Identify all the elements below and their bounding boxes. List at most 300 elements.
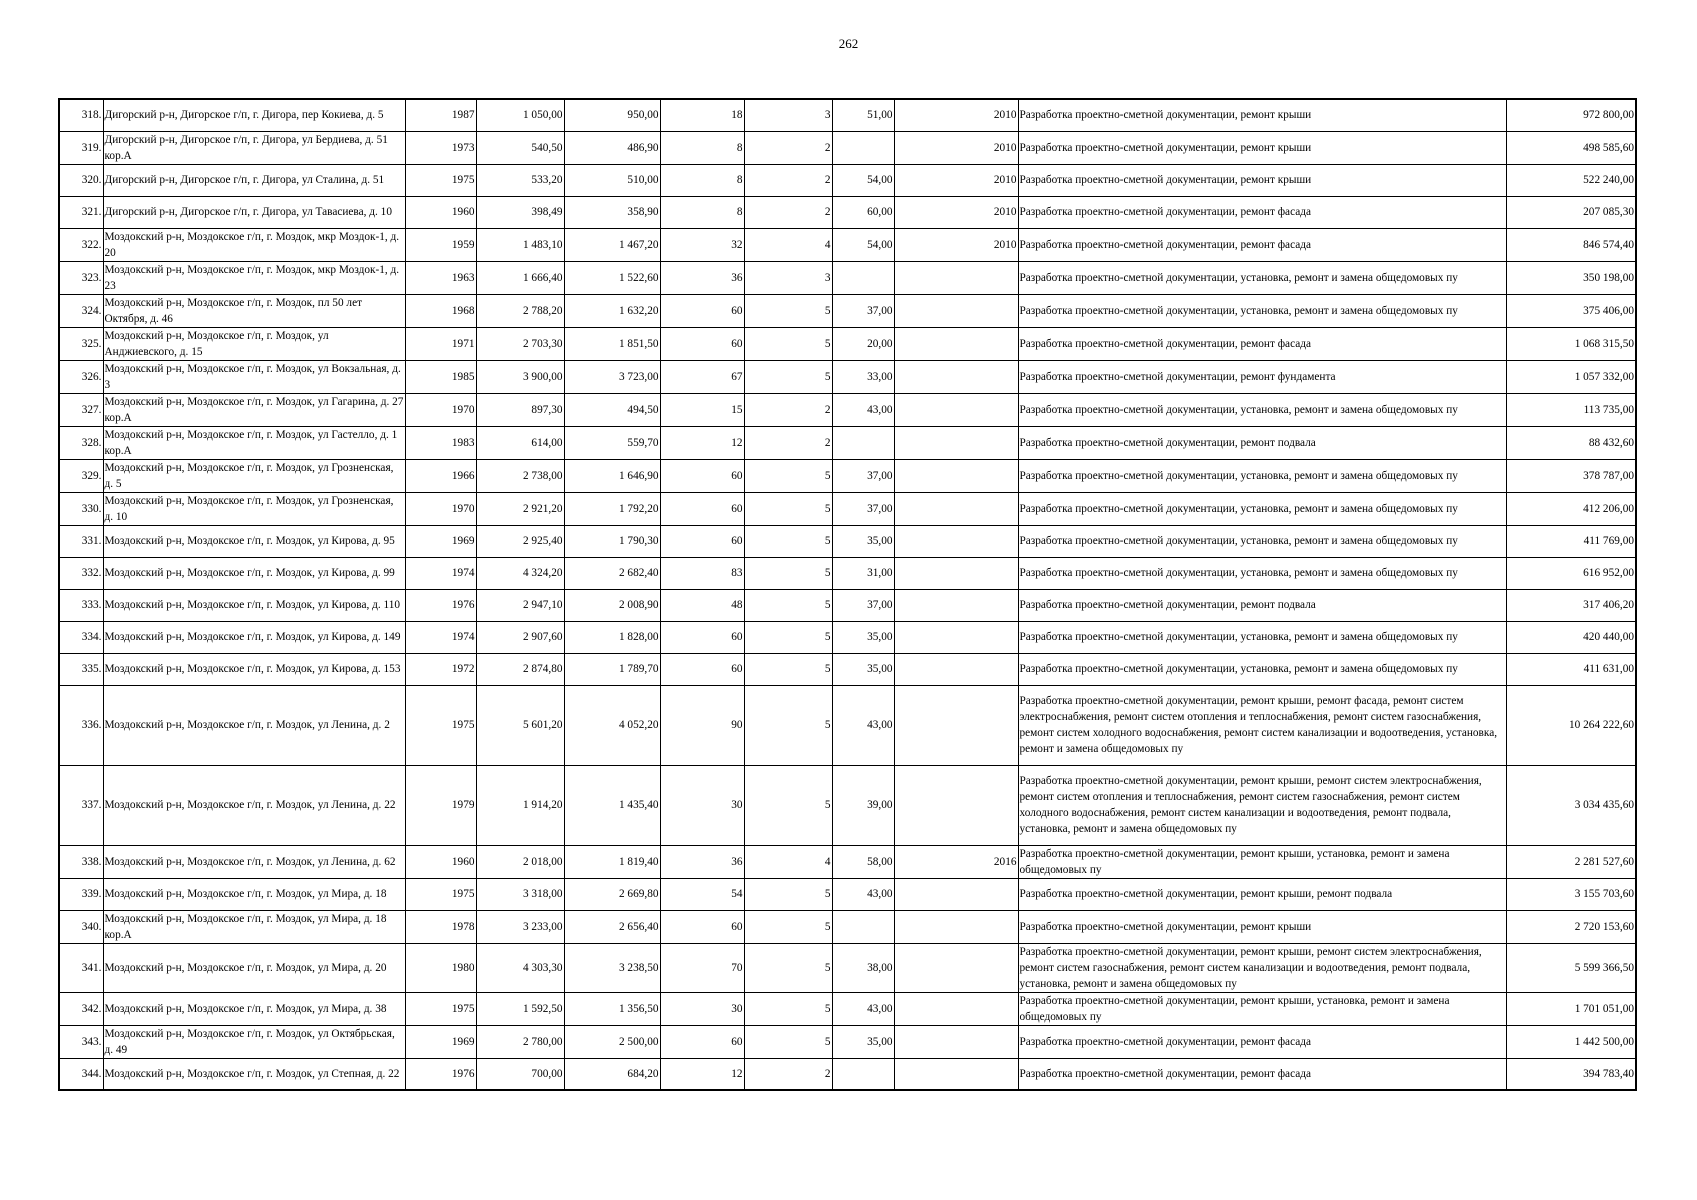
works-cell: Разработка проектно-сметной документации, ремонт фасада xyxy=(1018,1058,1506,1090)
cost-cell: 498 585,60 xyxy=(1506,131,1636,164)
residents-cell: 60 xyxy=(660,525,744,557)
works-cell: Разработка проектно-сметной документации, установка, ремонт и замена общедомовых пу xyxy=(1018,621,1506,653)
year-built-cell: 1975 xyxy=(405,878,476,910)
works-cell: Разработка проектно-сметной документации, ремонт фасада xyxy=(1018,228,1506,261)
floors-cell: 5 xyxy=(744,943,832,992)
wear-percent-cell: 35,00 xyxy=(832,621,894,653)
cost-cell: 2 281 527,60 xyxy=(1506,845,1636,878)
living-area-cell: 684,20 xyxy=(564,1058,660,1090)
residents-cell: 60 xyxy=(660,1025,744,1058)
wear-percent-cell: 35,00 xyxy=(832,653,894,685)
cost-cell: 412 206,00 xyxy=(1506,492,1636,525)
wear-percent-cell: 43,00 xyxy=(832,393,894,426)
table-row xyxy=(59,557,1636,589)
address-cell: Моздокский р-н, Моздокское г/п, г. Моздок, ул Кирова, д. 95 xyxy=(103,525,405,557)
address-cell: Дигорский р-н, Дигорское г/п, г. Дигора, пер Кокиева, д. 5 xyxy=(103,99,405,131)
table-row xyxy=(59,992,1636,1025)
table-row xyxy=(59,327,1636,360)
total-area-cell: 4 303,30 xyxy=(476,943,564,992)
year-built-cell: 1968 xyxy=(405,294,476,327)
wear-percent-cell: 43,00 xyxy=(832,685,894,765)
last-repair-year-cell xyxy=(894,360,1018,393)
address-cell: Моздокский р-н, Моздокское г/п, г. Моздок, пл 50 лет Октября, д. 46 xyxy=(103,294,405,327)
wear-percent-cell: 37,00 xyxy=(832,459,894,492)
wear-percent-cell xyxy=(832,131,894,164)
living-area-cell: 4 052,20 xyxy=(564,685,660,765)
floors-cell: 5 xyxy=(744,360,832,393)
table-row xyxy=(59,492,1636,525)
wear-percent-cell: 38,00 xyxy=(832,943,894,992)
last-repair-year-cell xyxy=(894,393,1018,426)
table-row xyxy=(59,360,1636,393)
year-built-cell: 1969 xyxy=(405,1025,476,1058)
address-cell: Моздокский р-н, Моздокское г/п, г. Моздок, ул Октябрьская, д. 49 xyxy=(103,1025,405,1058)
residents-cell: 30 xyxy=(660,992,744,1025)
total-area-cell: 5 601,20 xyxy=(476,685,564,765)
works-cell: Разработка проектно-сметной документации, установка, ремонт и замена общедомовых пу xyxy=(1018,525,1506,557)
row-number-cell: 324. xyxy=(59,294,103,327)
works-cell: Разработка проектно-сметной документации, ремонт крыши xyxy=(1018,910,1506,943)
row-number-cell: 330. xyxy=(59,492,103,525)
address-cell: Моздокский р-н, Моздокское г/п, г. Моздок, ул Кирова, д. 110 xyxy=(103,589,405,621)
last-repair-year-cell xyxy=(894,765,1018,845)
living-area-cell: 1 851,50 xyxy=(564,327,660,360)
last-repair-year-cell xyxy=(894,525,1018,557)
floors-cell: 5 xyxy=(744,992,832,1025)
row-number-cell: 327. xyxy=(59,393,103,426)
table-row xyxy=(59,261,1636,294)
row-number-cell: 344. xyxy=(59,1058,103,1090)
row-number-cell: 326. xyxy=(59,360,103,393)
living-area-cell: 510,00 xyxy=(564,164,660,196)
living-area-cell: 494,50 xyxy=(564,393,660,426)
address-cell: Моздокский р-н, Моздокское г/п, г. Моздок, ул Кирова, д. 99 xyxy=(103,557,405,589)
wear-percent-cell: 35,00 xyxy=(832,1025,894,1058)
residents-cell: 70 xyxy=(660,943,744,992)
table-row xyxy=(59,621,1636,653)
cost-cell: 1 701 051,00 xyxy=(1506,992,1636,1025)
address-cell: Дигорский р-н, Дигорское г/п, г. Дигора, ул Тавасиева, д. 10 xyxy=(103,196,405,228)
living-area-cell: 3 723,00 xyxy=(564,360,660,393)
address-cell: Моздокский р-н, Моздокское г/п, г. Моздок, ул Гагарина, д. 27 кор.А xyxy=(103,393,405,426)
cost-cell: 411 769,00 xyxy=(1506,525,1636,557)
address-cell: Моздокский р-н, Моздокское г/п, г. Моздок, ул Ленина, д. 22 xyxy=(103,765,405,845)
works-cell: Разработка проектно-сметной документации, ремонт крыши xyxy=(1018,99,1506,131)
row-number-cell: 333. xyxy=(59,589,103,621)
row-number-cell: 322. xyxy=(59,228,103,261)
year-built-cell: 1975 xyxy=(405,164,476,196)
total-area-cell: 4 324,20 xyxy=(476,557,564,589)
wear-percent-cell xyxy=(832,910,894,943)
year-built-cell: 1973 xyxy=(405,131,476,164)
address-cell: Моздокский р-н, Моздокское г/п, г. Моздок, ул Грозненская, д. 10 xyxy=(103,492,405,525)
works-cell: Разработка проектно-сметной документации, ремонт крыши, ремонт подвала xyxy=(1018,878,1506,910)
living-area-cell: 2 008,90 xyxy=(564,589,660,621)
last-repair-year-cell xyxy=(894,992,1018,1025)
cost-cell: 3 034 435,60 xyxy=(1506,765,1636,845)
residents-cell: 8 xyxy=(660,164,744,196)
wear-percent-cell: 54,00 xyxy=(832,228,894,261)
last-repair-year-cell xyxy=(894,557,1018,589)
row-number-cell: 331. xyxy=(59,525,103,557)
works-cell: Разработка проектно-сметной документации, ремонт крыши, ремонт фасада, ремонт систем электроснабжения, ремонт систем отопления и теплоснабжения, ремонт систем газоснабжения, ремонт систем холодного водоснабжения, ремонт систем канализации и водоотведения, установка, ремонт и замена общедомовых пу xyxy=(1018,685,1506,765)
address-cell: Моздокский р-н, Моздокское г/п, г. Моздок, мкр Моздок-1, д. 20 xyxy=(103,228,405,261)
address-cell: Моздокский р-н, Моздокское г/п, г. Моздок, ул Кирова, д. 153 xyxy=(103,653,405,685)
floors-cell: 4 xyxy=(744,228,832,261)
cost-cell: 1 442 500,00 xyxy=(1506,1025,1636,1058)
living-area-cell: 2 682,40 xyxy=(564,557,660,589)
cost-cell: 378 787,00 xyxy=(1506,459,1636,492)
year-built-cell: 1970 xyxy=(405,393,476,426)
address-cell: Моздокский р-н, Моздокское г/п, г. Моздок, ул Вокзальная, д. 3 xyxy=(103,360,405,393)
cost-cell: 616 952,00 xyxy=(1506,557,1636,589)
floors-cell: 5 xyxy=(744,878,832,910)
table-row xyxy=(59,845,1636,878)
cost-cell: 394 783,40 xyxy=(1506,1058,1636,1090)
address-cell: Моздокский р-н, Моздокское г/п, г. Моздок, ул Гастелло, д. 1 кор.А xyxy=(103,426,405,459)
total-area-cell: 2 788,20 xyxy=(476,294,564,327)
last-repair-year-cell xyxy=(894,621,1018,653)
row-number-cell: 343. xyxy=(59,1025,103,1058)
works-cell: Разработка проектно-сметной документации, установка, ремонт и замена общедомовых пу xyxy=(1018,459,1506,492)
cost-cell: 350 198,00 xyxy=(1506,261,1636,294)
year-built-cell: 1979 xyxy=(405,765,476,845)
wear-percent-cell: 33,00 xyxy=(832,360,894,393)
housing-register-table xyxy=(58,98,1637,1091)
living-area-cell: 358,90 xyxy=(564,196,660,228)
last-repair-year-cell xyxy=(894,878,1018,910)
total-area-cell: 3 318,00 xyxy=(476,878,564,910)
wear-percent-cell: 35,00 xyxy=(832,525,894,557)
total-area-cell: 2 018,00 xyxy=(476,845,564,878)
floors-cell: 5 xyxy=(744,910,832,943)
row-number-cell: 337. xyxy=(59,765,103,845)
row-number-cell: 328. xyxy=(59,426,103,459)
wear-percent-cell xyxy=(832,426,894,459)
total-area-cell: 540,50 xyxy=(476,131,564,164)
table-row xyxy=(59,685,1636,765)
table-row xyxy=(59,765,1636,845)
row-number-cell: 321. xyxy=(59,196,103,228)
year-built-cell: 1975 xyxy=(405,992,476,1025)
year-built-cell: 1960 xyxy=(405,196,476,228)
row-number-cell: 342. xyxy=(59,992,103,1025)
floors-cell: 5 xyxy=(744,653,832,685)
floors-cell: 2 xyxy=(744,131,832,164)
floors-cell: 5 xyxy=(744,327,832,360)
cost-cell: 846 574,40 xyxy=(1506,228,1636,261)
living-area-cell: 559,70 xyxy=(564,426,660,459)
residents-cell: 8 xyxy=(660,196,744,228)
cost-cell: 972 800,00 xyxy=(1506,99,1636,131)
works-cell: Разработка проектно-сметной документации, ремонт крыши xyxy=(1018,131,1506,164)
residents-cell: 67 xyxy=(660,360,744,393)
floors-cell: 2 xyxy=(744,196,832,228)
works-cell: Разработка проектно-сметной документации, ремонт крыши, установка, ремонт и замена общедомовых пу xyxy=(1018,845,1506,878)
living-area-cell: 1 792,20 xyxy=(564,492,660,525)
last-repair-year-cell xyxy=(894,492,1018,525)
year-built-cell: 1959 xyxy=(405,228,476,261)
living-area-cell: 486,90 xyxy=(564,131,660,164)
residents-cell: 60 xyxy=(660,492,744,525)
works-cell: Разработка проектно-сметной документации, ремонт фундамента xyxy=(1018,360,1506,393)
total-area-cell: 2 780,00 xyxy=(476,1025,564,1058)
year-built-cell: 1966 xyxy=(405,459,476,492)
address-cell: Моздокский р-н, Моздокское г/п, г. Моздок, ул Мира, д. 38 xyxy=(103,992,405,1025)
residents-cell: 83 xyxy=(660,557,744,589)
table-row xyxy=(59,653,1636,685)
works-cell: Разработка проектно-сметной документации, установка, ремонт и замена общедомовых пу xyxy=(1018,294,1506,327)
residents-cell: 15 xyxy=(660,393,744,426)
total-area-cell: 3 900,00 xyxy=(476,360,564,393)
floors-cell: 5 xyxy=(744,685,832,765)
living-area-cell: 2 656,40 xyxy=(564,910,660,943)
year-built-cell: 1963 xyxy=(405,261,476,294)
year-built-cell: 1980 xyxy=(405,943,476,992)
last-repair-year-cell xyxy=(894,459,1018,492)
table-row xyxy=(59,525,1636,557)
wear-percent-cell: 43,00 xyxy=(832,992,894,1025)
total-area-cell: 2 925,40 xyxy=(476,525,564,557)
last-repair-year-cell xyxy=(894,261,1018,294)
total-area-cell: 533,20 xyxy=(476,164,564,196)
row-number-cell: 319. xyxy=(59,131,103,164)
total-area-cell: 2 874,80 xyxy=(476,653,564,685)
living-area-cell: 2 669,80 xyxy=(564,878,660,910)
row-number-cell: 340. xyxy=(59,910,103,943)
floors-cell: 5 xyxy=(744,459,832,492)
total-area-cell: 1 592,50 xyxy=(476,992,564,1025)
table-row xyxy=(59,228,1636,261)
row-number-cell: 325. xyxy=(59,327,103,360)
residents-cell: 48 xyxy=(660,589,744,621)
cost-cell: 420 440,00 xyxy=(1506,621,1636,653)
works-cell: Разработка проектно-сметной документации, ремонт крыши, ремонт систем электроснабжения, ремонт систем отопления и теплоснабжения, ремонт систем газоснабжения, ремонт систем холодного водоснабжения, ремонт систем канализации и водоотведения, ремонт подвала, установка, ремонт и замена общедомовых пу xyxy=(1018,765,1506,845)
residents-cell: 60 xyxy=(660,910,744,943)
last-repair-year-cell xyxy=(894,589,1018,621)
residents-cell: 30 xyxy=(660,765,744,845)
last-repair-year-cell xyxy=(894,1025,1018,1058)
table-row xyxy=(59,99,1636,131)
table-row xyxy=(59,943,1636,992)
living-area-cell: 1 828,00 xyxy=(564,621,660,653)
wear-percent-cell: 60,00 xyxy=(832,196,894,228)
cost-cell: 113 735,00 xyxy=(1506,393,1636,426)
floors-cell: 3 xyxy=(744,261,832,294)
cost-cell: 88 432,60 xyxy=(1506,426,1636,459)
floors-cell: 2 xyxy=(744,426,832,459)
cost-cell: 411 631,00 xyxy=(1506,653,1636,685)
last-repair-year-cell xyxy=(894,327,1018,360)
last-repair-year-cell: 2010 xyxy=(894,99,1018,131)
residents-cell: 36 xyxy=(660,845,744,878)
cost-cell: 207 085,30 xyxy=(1506,196,1636,228)
table-row xyxy=(59,131,1636,164)
table-row xyxy=(59,426,1636,459)
total-area-cell: 398,49 xyxy=(476,196,564,228)
last-repair-year-cell: 2010 xyxy=(894,228,1018,261)
year-built-cell: 1970 xyxy=(405,492,476,525)
row-number-cell: 332. xyxy=(59,557,103,589)
last-repair-year-cell: 2010 xyxy=(894,196,1018,228)
last-repair-year-cell: 2010 xyxy=(894,131,1018,164)
living-area-cell: 950,00 xyxy=(564,99,660,131)
works-cell: Разработка проектно-сметной документации, установка, ремонт и замена общедомовых пу xyxy=(1018,653,1506,685)
row-number-cell: 323. xyxy=(59,261,103,294)
residents-cell: 60 xyxy=(660,621,744,653)
address-cell: Моздокский р-н, Моздокское г/п, г. Моздок, ул Мира, д. 20 xyxy=(103,943,405,992)
last-repair-year-cell xyxy=(894,426,1018,459)
row-number-cell: 329. xyxy=(59,459,103,492)
cost-cell: 1 057 332,00 xyxy=(1506,360,1636,393)
floors-cell: 2 xyxy=(744,393,832,426)
total-area-cell: 1 914,20 xyxy=(476,765,564,845)
row-number-cell: 339. xyxy=(59,878,103,910)
floors-cell: 2 xyxy=(744,1058,832,1090)
table-row xyxy=(59,1058,1636,1090)
year-built-cell: 1971 xyxy=(405,327,476,360)
works-cell: Разработка проектно-сметной документации, установка, ремонт и замена общедомовых пу xyxy=(1018,261,1506,294)
year-built-cell: 1960 xyxy=(405,845,476,878)
row-number-cell: 318. xyxy=(59,99,103,131)
wear-percent-cell: 31,00 xyxy=(832,557,894,589)
living-area-cell: 1 356,50 xyxy=(564,992,660,1025)
cost-cell: 2 720 153,60 xyxy=(1506,910,1636,943)
address-cell: Моздокский р-н, Моздокское г/п, г. Моздок, ул Мира, д. 18 кор.А xyxy=(103,910,405,943)
floors-cell: 2 xyxy=(744,164,832,196)
cost-cell: 522 240,00 xyxy=(1506,164,1636,196)
floors-cell: 5 xyxy=(744,525,832,557)
last-repair-year-cell: 2010 xyxy=(894,164,1018,196)
works-cell: Разработка проектно-сметной документации, ремонт фасада xyxy=(1018,327,1506,360)
residents-cell: 36 xyxy=(660,261,744,294)
works-cell: Разработка проектно-сметной документации, установка, ремонт и замена общедомовых пу xyxy=(1018,557,1506,589)
residents-cell: 32 xyxy=(660,228,744,261)
works-cell: Разработка проектно-сметной документации, установка, ремонт и замена общедомовых пу xyxy=(1018,492,1506,525)
floors-cell: 4 xyxy=(744,845,832,878)
address-cell: Моздокский р-н, Моздокское г/п, г. Моздок, ул Степная, д. 22 xyxy=(103,1058,405,1090)
residents-cell: 54 xyxy=(660,878,744,910)
wear-percent-cell: 43,00 xyxy=(832,878,894,910)
table-row xyxy=(59,393,1636,426)
wear-percent-cell: 37,00 xyxy=(832,294,894,327)
address-cell: Дигорский р-н, Дигорское г/п, г. Дигора, ул Бердиева, д. 51 кор.А xyxy=(103,131,405,164)
cost-cell: 375 406,00 xyxy=(1506,294,1636,327)
living-area-cell: 1 522,60 xyxy=(564,261,660,294)
works-cell: Разработка проектно-сметной документации, установка, ремонт и замена общедомовых пу xyxy=(1018,393,1506,426)
living-area-cell: 1 435,40 xyxy=(564,765,660,845)
year-built-cell: 1976 xyxy=(405,589,476,621)
works-cell: Разработка проектно-сметной документации, ремонт подвала xyxy=(1018,426,1506,459)
table-row xyxy=(59,459,1636,492)
works-cell: Разработка проектно-сметной документации, ремонт подвала xyxy=(1018,589,1506,621)
address-cell: Моздокский р-н, Моздокское г/п, г. Моздок, ул Мира, д. 18 xyxy=(103,878,405,910)
row-number-cell: 320. xyxy=(59,164,103,196)
last-repair-year-cell xyxy=(894,910,1018,943)
wear-percent-cell: 37,00 xyxy=(832,589,894,621)
cost-cell: 317 406,20 xyxy=(1506,589,1636,621)
residents-cell: 60 xyxy=(660,653,744,685)
total-area-cell: 1 483,10 xyxy=(476,228,564,261)
table-row xyxy=(59,164,1636,196)
cost-cell: 5 599 366,50 xyxy=(1506,943,1636,992)
last-repair-year-cell xyxy=(894,1058,1018,1090)
residents-cell: 18 xyxy=(660,99,744,131)
year-built-cell: 1978 xyxy=(405,910,476,943)
table-row xyxy=(59,196,1636,228)
residents-cell: 60 xyxy=(660,294,744,327)
living-area-cell: 1 632,20 xyxy=(564,294,660,327)
table-row xyxy=(59,910,1636,943)
address-cell: Моздокский р-н, Моздокское г/п, г. Моздок, ул Ленина, д. 2 xyxy=(103,685,405,765)
year-built-cell: 1974 xyxy=(405,557,476,589)
total-area-cell: 1 050,00 xyxy=(476,99,564,131)
table-row xyxy=(59,1025,1636,1058)
year-built-cell: 1976 xyxy=(405,1058,476,1090)
last-repair-year-cell xyxy=(894,685,1018,765)
floors-cell: 5 xyxy=(744,765,832,845)
wear-percent-cell: 37,00 xyxy=(832,492,894,525)
row-number-cell: 334. xyxy=(59,621,103,653)
table-row xyxy=(59,589,1636,621)
total-area-cell: 897,30 xyxy=(476,393,564,426)
year-built-cell: 1983 xyxy=(405,426,476,459)
year-built-cell: 1987 xyxy=(405,99,476,131)
address-cell: Моздокский р-н, Моздокское г/п, г. Моздок, ул Анджиевского, д. 15 xyxy=(103,327,405,360)
works-cell: Разработка проектно-сметной документации, ремонт крыши, ремонт систем электроснабжения, ремонт систем газоснабжения, ремонт систем канализации и водоотведения, ремонт подвала, установка, ремонт и замена общедомовых пу xyxy=(1018,943,1506,992)
floors-cell: 5 xyxy=(744,492,832,525)
works-cell: Разработка проектно-сметной документации, ремонт крыши xyxy=(1018,164,1506,196)
cost-cell: 10 264 222,60 xyxy=(1506,685,1636,765)
table-row xyxy=(59,878,1636,910)
row-number-cell: 336. xyxy=(59,685,103,765)
floors-cell: 5 xyxy=(744,1025,832,1058)
year-built-cell: 1974 xyxy=(405,621,476,653)
wear-percent-cell: 51,00 xyxy=(832,99,894,131)
total-area-cell: 614,00 xyxy=(476,426,564,459)
works-cell: Разработка проектно-сметной документации, ремонт фасада xyxy=(1018,196,1506,228)
last-repair-year-cell xyxy=(894,943,1018,992)
floors-cell: 5 xyxy=(744,294,832,327)
living-area-cell: 1 790,30 xyxy=(564,525,660,557)
total-area-cell: 700,00 xyxy=(476,1058,564,1090)
address-cell: Дигорский р-н, Дигорское г/п, г. Дигора, ул Сталина, д. 51 xyxy=(103,164,405,196)
living-area-cell: 1 646,90 xyxy=(564,459,660,492)
total-area-cell: 2 947,10 xyxy=(476,589,564,621)
cost-cell: 1 068 315,50 xyxy=(1506,327,1636,360)
works-cell: Разработка проектно-сметной документации, ремонт фасада xyxy=(1018,1025,1506,1058)
total-area-cell: 2 738,00 xyxy=(476,459,564,492)
residents-cell: 60 xyxy=(660,327,744,360)
residents-cell: 60 xyxy=(660,459,744,492)
wear-percent-cell xyxy=(832,1058,894,1090)
cost-cell: 3 155 703,60 xyxy=(1506,878,1636,910)
total-area-cell: 1 666,40 xyxy=(476,261,564,294)
living-area-cell: 2 500,00 xyxy=(564,1025,660,1058)
works-cell: Разработка проектно-сметной документации, ремонт крыши, установка, ремонт и замена общедомовых пу xyxy=(1018,992,1506,1025)
row-number-cell: 341. xyxy=(59,943,103,992)
last-repair-year-cell xyxy=(894,294,1018,327)
total-area-cell: 2 921,20 xyxy=(476,492,564,525)
table-row xyxy=(59,294,1636,327)
living-area-cell: 1 789,70 xyxy=(564,653,660,685)
last-repair-year-cell: 2016 xyxy=(894,845,1018,878)
total-area-cell: 2 907,60 xyxy=(476,621,564,653)
residents-cell: 8 xyxy=(660,131,744,164)
address-cell: Моздокский р-н, Моздокское г/п, г. Моздок, ул Грозненская, д. 5 xyxy=(103,459,405,492)
residents-cell: 12 xyxy=(660,426,744,459)
residents-cell: 12 xyxy=(660,1058,744,1090)
